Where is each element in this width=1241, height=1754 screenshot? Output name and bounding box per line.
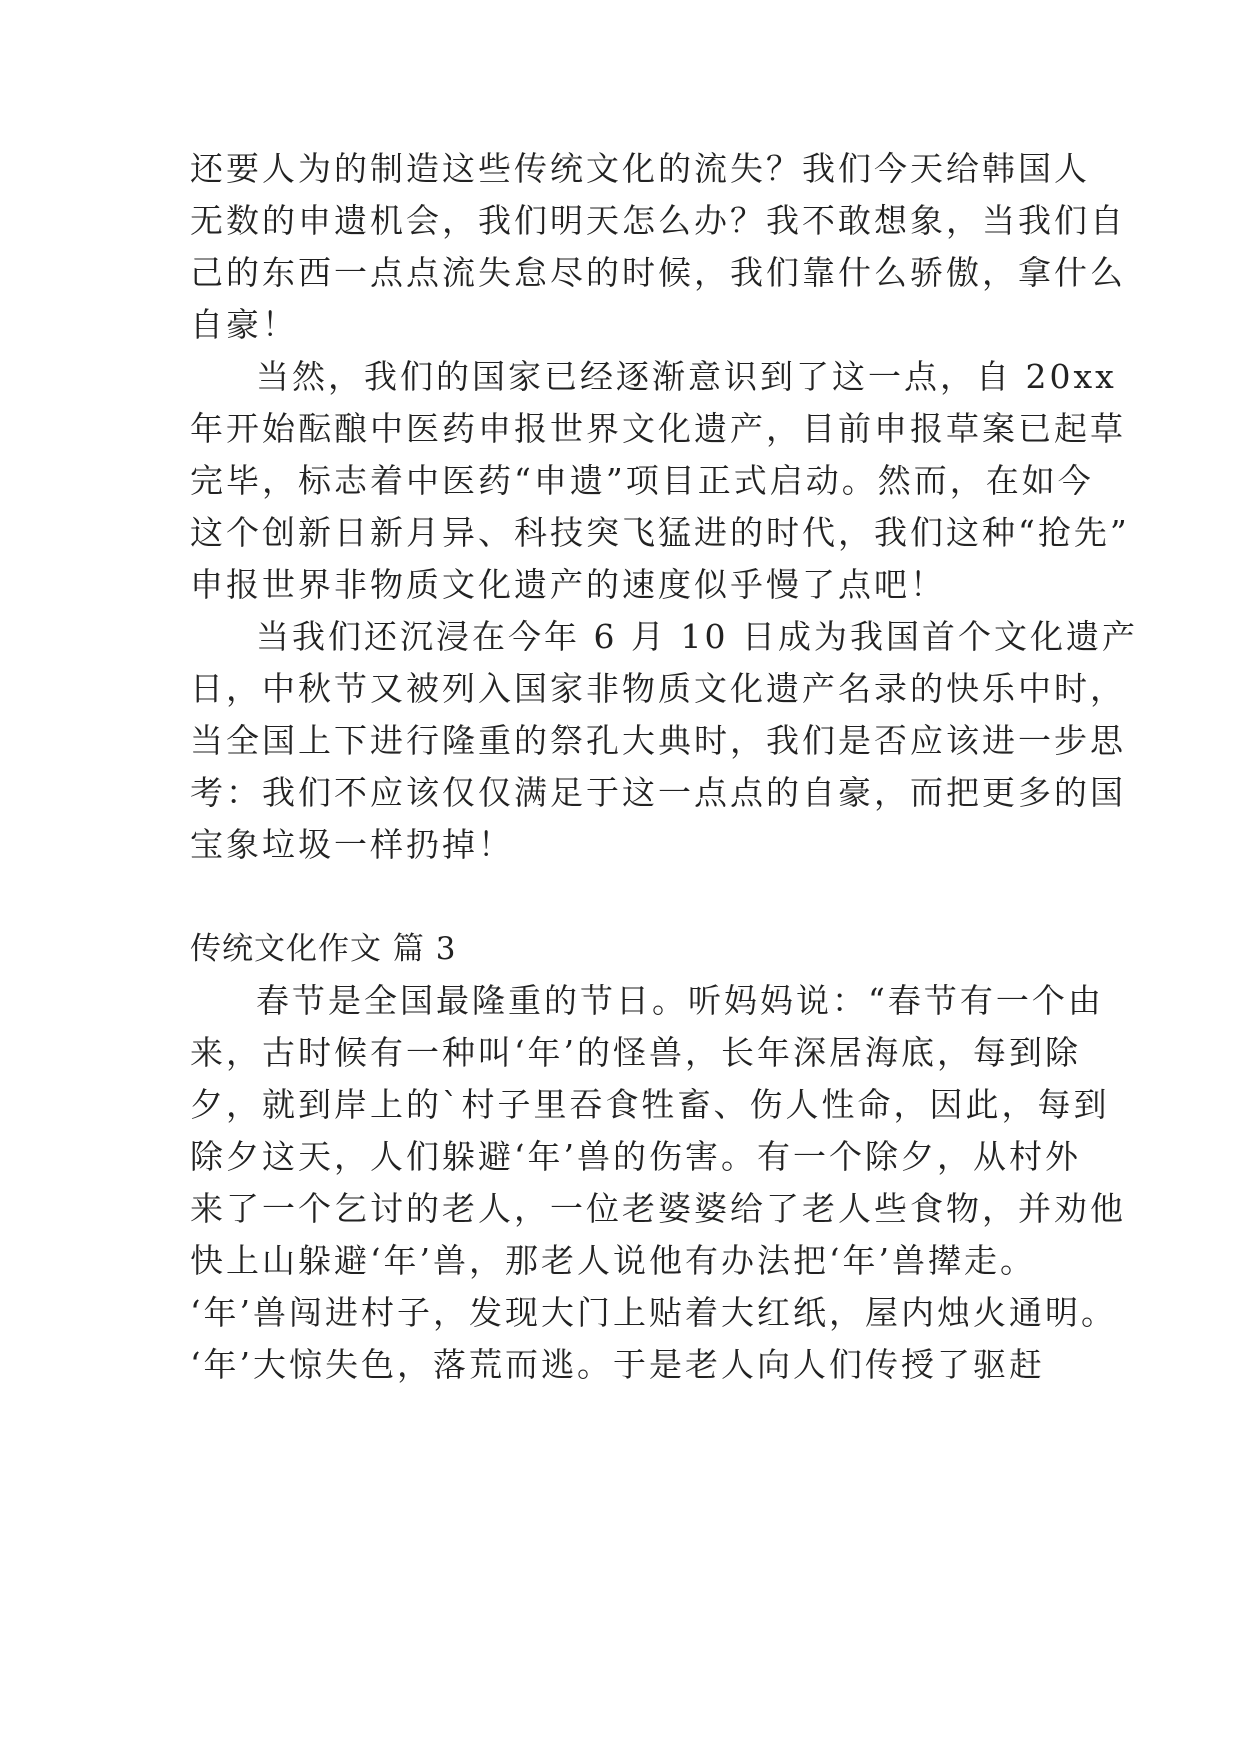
text-line: ‘年’大惊失色，落荒而逃。于是老人向人们传授了驱赶 xyxy=(190,1345,1045,1384)
text-line: 快上山躲避‘年’兽，那老人说他有办法把‘年’兽撵走。 xyxy=(190,1241,1036,1280)
text-line: 完毕，标志着中医药“申遗”项目正式启动。然而，在如今 xyxy=(190,461,1094,500)
text-line: 自豪！ xyxy=(190,305,298,344)
text-line: 来，古时候有一种叫‘年’的怪兽，长年深居海底，每到除 xyxy=(190,1033,1081,1072)
text-line: 日，中秋节又被列入国家非物质文化遗产名录的快乐中时， xyxy=(190,669,1126,708)
text-line: 当我们还沉浸在今年 6 月 10 日成为我国首个文化遗产 xyxy=(256,617,1138,656)
text-line: 除夕这天，人们躲避‘年’兽的伤害。有一个除夕，从村外 xyxy=(190,1137,1081,1176)
text-line: 年开始酝酿中医药申报世界文化遗产，目前申报草案已起草 xyxy=(190,409,1126,448)
text-line: 夕，就到岸上的`村子里吞食牲畜、伤人性命，因此，每到 xyxy=(190,1085,1110,1124)
text-line: 来了一个乞讨的老人，一位老婆婆给了老人些食物，并劝他 xyxy=(190,1189,1126,1228)
text-line: 春节是全国最隆重的节日。听妈妈说：“春节有一个由 xyxy=(256,981,1104,1020)
text-line: 当全国上下进行隆重的祭孔大典时，我们是否应该进一步思 xyxy=(190,721,1126,760)
text-line: 己的东西一点点流失怠尽的时候，我们靠什么骄傲，拿什么 xyxy=(190,253,1126,292)
text-line: 无数的申遗机会，我们明天怎么办？我不敢想象，当我们自 xyxy=(190,201,1126,240)
text-line: 宝象垃圾一样扔掉！ xyxy=(190,825,514,864)
section-heading: 传统文化作文 篇 3 xyxy=(190,931,457,967)
text-line: 这个创新日新月异、科技突飞猛进的时代，我们这种“抢先” xyxy=(190,513,1130,552)
text-line: ‘年’兽闯进村子，发现大门上贴着大红纸，屋内烛火通明。 xyxy=(190,1293,1117,1332)
text-line: 申报世界非物质文化遗产的速度似乎慢了点吧！ xyxy=(190,565,946,604)
text-line: 考：我们不应该仅仅满足于这一点点的自豪，而把更多的国 xyxy=(190,773,1126,812)
text-line: 还要人为的制造这些传统文化的流失？我们今天给韩国人 xyxy=(190,149,1090,188)
text-line: 当然，我们的国家已经逐渐意识到了这一点，自 20xx xyxy=(256,357,1117,396)
